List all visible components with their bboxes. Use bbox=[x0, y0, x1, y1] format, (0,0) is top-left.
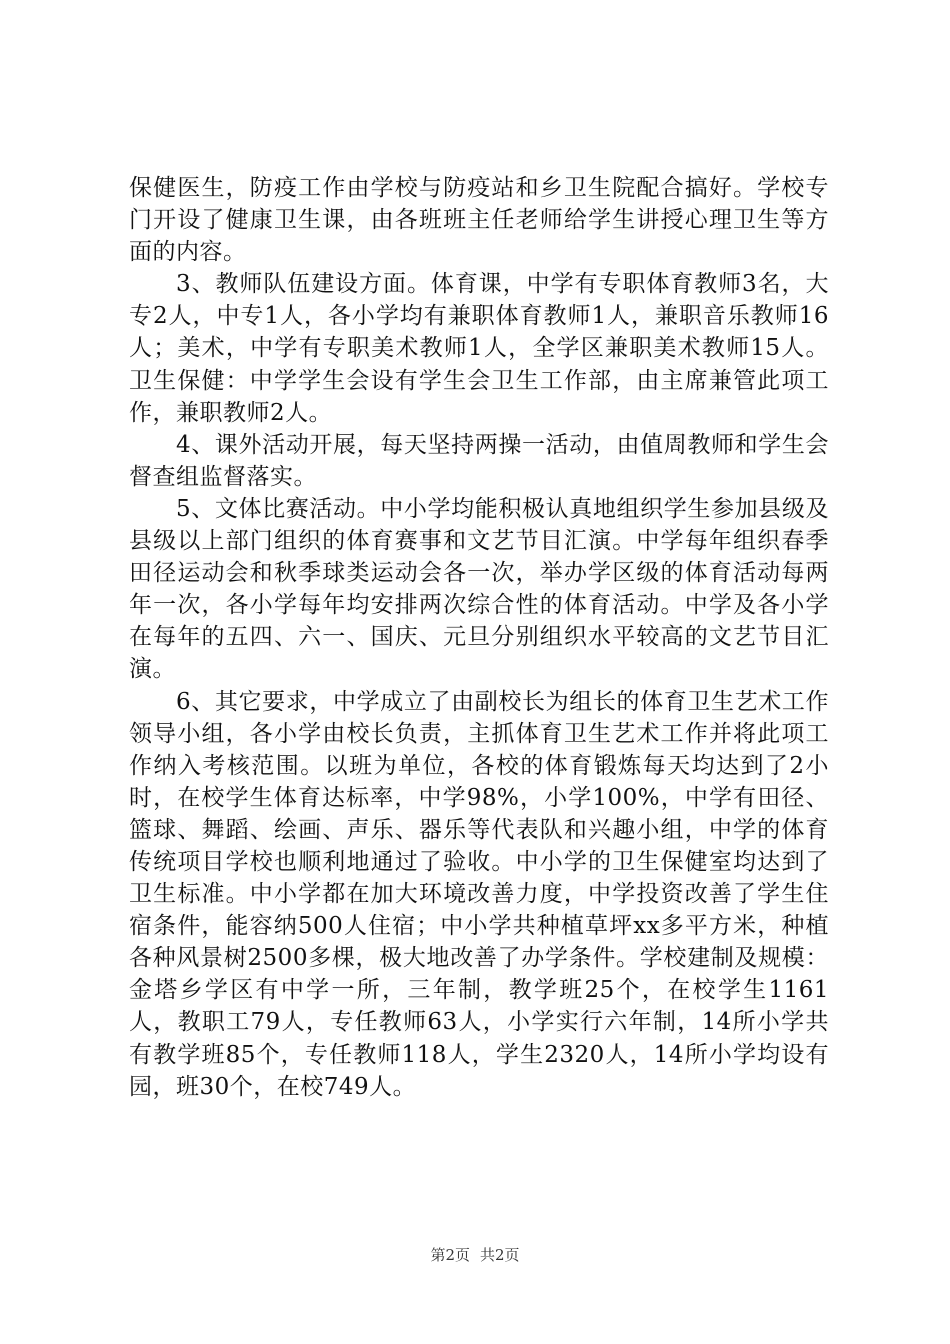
paragraph-teacher-staffing: 3、教师队伍建设方面。体育课，中学有专职体育教师3名，大专2人，中专1人，各小学均有兼职体育教师1人，兼职音乐教师16人；美术，中学有专职美术教师1人，全学区兼职美术教师15人。卫生保健：中学学生会设有学生会卫生工作部，由主席兼管此项工作，兼职教师2人。 bbox=[129, 271, 829, 426]
page-number: 第2页 bbox=[430, 1246, 470, 1264]
paragraph-extracurricular: 4、课外活动开展，每天坚持两操一活动，由值周教师和学生会督查组监督落实。 bbox=[129, 431, 829, 490]
document-body bbox=[129, 172, 829, 1103]
paragraph-other-requirements: 6、其它要求，中学成立了由副校长为组长的体育卫生艺术工作领导小组，各小学由校长负责，主抓体育卫生艺术工作并将此项工作纳入考核范围。以班为单位，各校的体育锻炼每天均达到了2小时，在校学生体育达标率，中学98%，小学100%，中学有田径、篮球、舞蹈、绘画、声乐、器乐等代表队和兴趣小组，中学的体育传统项目学校也顺利地通过了验收。中小学的卫生保健室均达到了卫生标准。中小学都在加大环境改善力度，中学投资改善了学生住宿条件，能容纳500人住宿；中小学共种植草坪xx多平方米，种植各种风景树2500多棵，极大地改善了办学条件。学校建制及规模：金塔乡学区有中学一所，三年制，教学班25个，在校学生1161人，教职工79人，专任教师63人，小学实行六年制，14所小学共有教学班85个，专任教师118人，学生2320人，14所小学均设有园，班30个，在校749人。 bbox=[129, 688, 829, 1100]
page-total: 共2页 bbox=[480, 1246, 520, 1264]
page-footer bbox=[0, 1244, 950, 1265]
paragraph-sports-arts-events: 5、文体比赛活动。中小学均能积极认真地组织学生参加县级及县级以上部门组织的体育赛事和文艺节目汇演。中学每年组织春季田径运动会和秋季球类运动会各一次，举办学区级的体育活动每两年一次，各小学每年均安排两次综合性的体育活动。中学及各小学在每年的五四、六一、国庆、元旦分别组织水平较高的文艺节目汇演。 bbox=[129, 495, 829, 683]
paragraph-continuation: 保健医生，防疫工作由学校与防疫站和乡卫生院配合搞好。学校专门开设了健康卫生课，由各班班主任老师给学生讲授心理卫生等方面的内容。 bbox=[129, 175, 829, 266]
